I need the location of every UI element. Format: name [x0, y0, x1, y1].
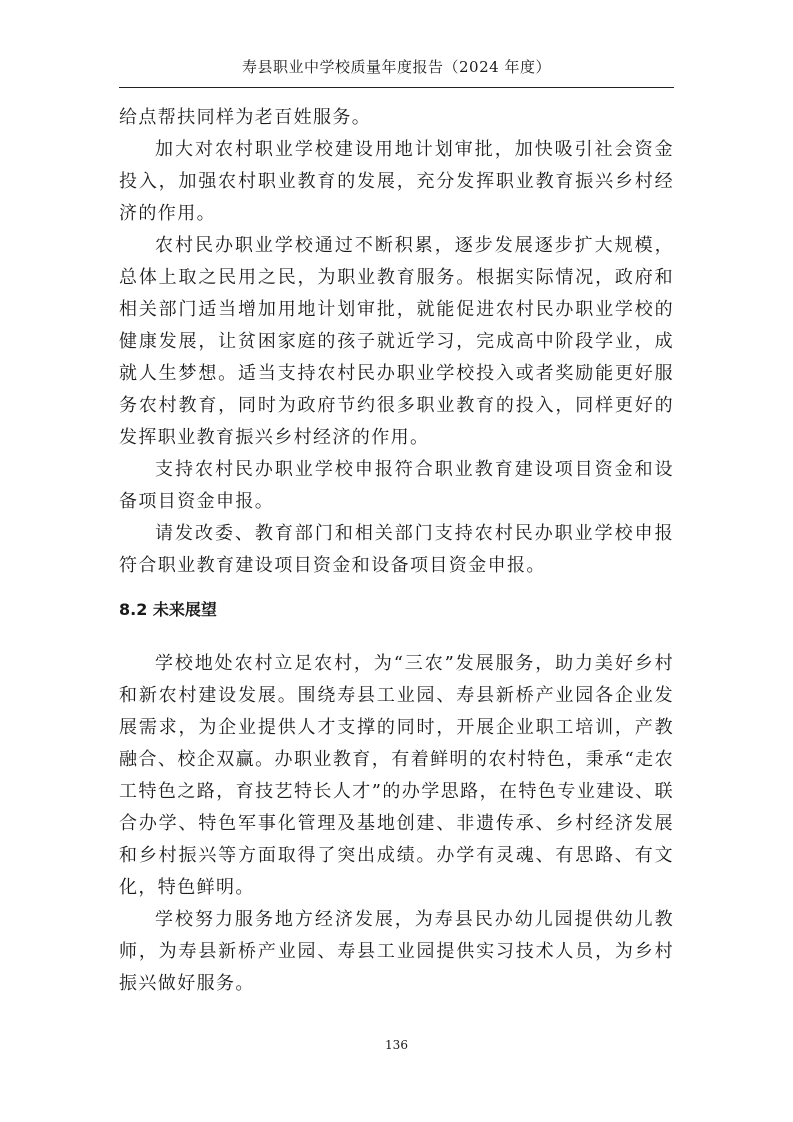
page-number: 136 [385, 1038, 408, 1052]
paragraph: 农村民办职业学校通过不断积累，逐步发展逐步扩大规模，总体上取之民用之民，为职业教育服务。根据实际情况，政府和相关部门适当增加用地计划审批，就能促进农村民办职业学校的健康发展，让贫困家庭的孩子就近学习，完成高中阶段学业，成就人生梦想。适当支持农村民办职业学校投入或者奖励能更好服务农村教育，同时为政府节约很多职业教育的投入，同样更好的发挥职业教育振兴乡村经济的作用。 [119, 235, 674, 448]
paragraph: 请发改委、教育部门和相关部门支持农村民办职业学校申报符合职业教育建设项目资金和设备项目资金申报。 [119, 523, 674, 576]
paragraph: 学校地处农村立足农村，为“三农”发展服务，助力美好乡村和新农村建设发展。围绕寿县工业园、寿县新桥产业园各企业发展需求，为企业提供人才支撑的同时，开展企业职工培训，产教融合、校企双赢。办职业教育，有着鲜明的农村特色，秉承“走农工特色之路，育技艺特长人才”的办学思路，在特色专业建设、联合办学、特色军事化管理及基地创建、非遗传承、乡村经济发展和乡村振兴等方面取得了突出成绩。办学有灵魂、有思路、有文化，特色鲜明。 [119, 653, 674, 898]
page-header: 寿县职业中学校质量年度报告（2024 年度） [242, 58, 551, 76]
paragraph: 支持农村民办职业学校申报符合职业教育建设项目资金和设备项目资金申报。 [119, 459, 674, 512]
header-divider [119, 87, 674, 88]
paragraph: 加大对农村职业学校建设用地计划审批，加快吸引社会资金投入，加强农村职业教育的发展，充分发挥职业教育振兴乡村经济的作用。 [119, 139, 674, 224]
paragraph: 给点帮扶同样为老百姓服务。 [119, 107, 372, 128]
body-text-top [119, 102, 674, 582]
paragraph: 学校努力服务地方经济发展，为寿县民办幼儿园提供幼儿教师，为寿县新桥产业园、寿县工业园提供实习技术人员，为乡村振兴做好服务。 [119, 909, 674, 994]
section-heading: 8.2 未来展望 [119, 600, 217, 619]
body-text-bottom [119, 648, 674, 1000]
